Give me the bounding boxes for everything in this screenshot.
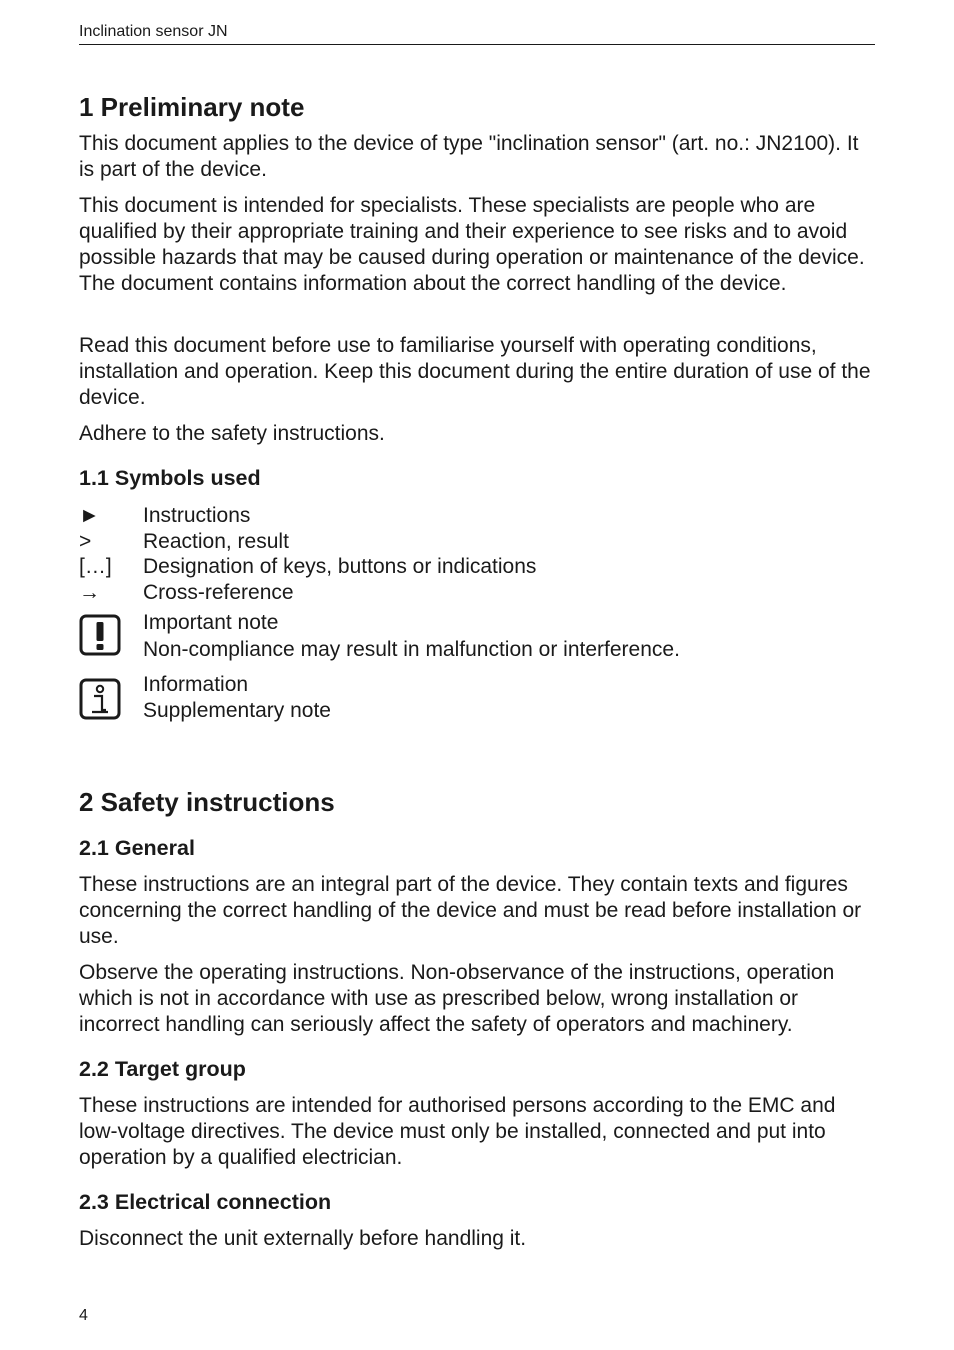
symbol-description: Cross-reference [143,581,294,604]
symbol-description: Instructions [143,504,251,527]
symbol-description: Designation of keys, buttons or indications [143,555,537,578]
section-2-heading: 2 Safety instructions [79,787,335,817]
paragraph: These instructions are intended for authorised persons according to the EMC and low-voltage directives. The device must only be installed, connected and put into operation by a qualified electrician. [79,1094,836,1169]
page-number: 4 [79,1307,88,1324]
brackets-icon: […] [79,555,112,578]
subsection-2-2-heading: 2.2 Target group [79,1057,246,1081]
running-header: Inclination sensor JN [79,22,875,45]
paragraph: These instructions are an integral part of the device. They contain texts and figures concerning the correct handling of the device and must be read before installation or use. [79,873,862,948]
symbol-description: Reaction, result [143,530,289,553]
greater-than-icon: > [79,530,92,553]
subsection-2-3-heading: 2.3 Electrical connection [79,1190,332,1214]
info-icon [79,678,121,720]
subsection-1-1-heading: 1.1 Symbols used [79,466,261,490]
information-title: Information [143,673,249,696]
information-description: Supplementary note [143,699,331,722]
paragraph: This document applies to the device of type "inclination sensor" (art. no.: JN2100). It is part of the device. [79,132,859,181]
subsection-2-1-heading: 2.1 General [79,836,195,860]
arrow-right-triangle-icon: ► [79,504,100,527]
paragraph: Read this document before use to familiarise yourself with operating conditions, installation and operation. Keep this document during the entire duration of use of the device. [79,334,871,409]
paragraph: Observe the operating instructions. Non-observance of the instructions, operation which is not in accordance with use as prescribed below, wrong installation or incorrect handling can seriously affect the safety of operators and machinery. [79,961,835,1036]
cross-reference-arrow-icon: → [79,581,100,604]
important-note-title: Important note [143,611,279,634]
paragraph: This document is intended for specialists. These specialists are people who are qualified by their appropriate training and their experience to see risks and to avoid possible hazards that may be caused during operation or maintenance of the device. The document contains information about the correct handling of the device. [79,194,865,295]
paragraph: Disconnect the unit externally before handling it. [79,1227,527,1250]
important-note-description: Non-compliance may result in malfunction or interference. [143,638,680,661]
exclamation-icon [79,614,121,656]
paragraph: Adhere to the safety instructions. [79,422,385,445]
section-1-heading: 1 Preliminary note [79,92,305,122]
